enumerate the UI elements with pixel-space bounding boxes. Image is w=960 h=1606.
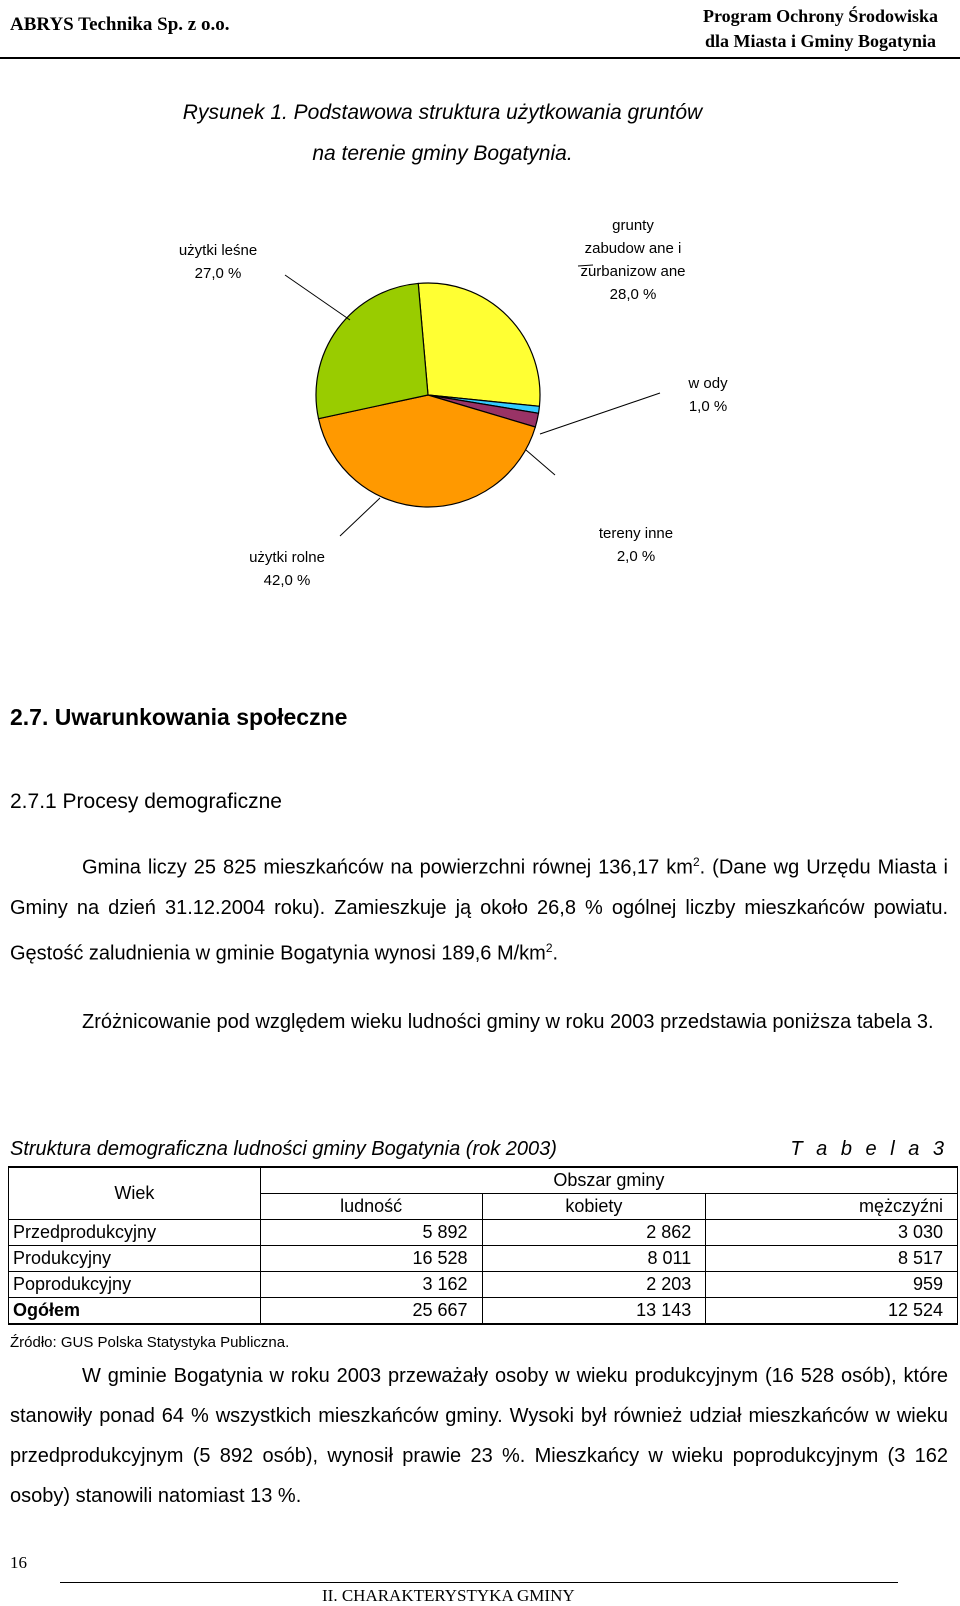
pie-label: użytki rolne 42,0 % bbox=[249, 549, 325, 589]
pie-label: tereny inne 2,0 % bbox=[598, 525, 674, 565]
figure-caption-line2: na terenie gminy Bogatynia. bbox=[312, 142, 573, 165]
table-row bbox=[9, 1220, 958, 1246]
section-heading: 2.7. Uwarunkowania społeczne bbox=[10, 704, 348, 730]
demographic-table bbox=[8, 1166, 958, 1325]
pie-leader-line bbox=[285, 275, 350, 320]
subsection-heading: 2.7.1 Procesy demograficzne bbox=[10, 790, 282, 813]
table-label: T a b e l a 3 bbox=[790, 1138, 948, 1160]
para1-sup2: 2 bbox=[545, 940, 553, 955]
row-name: Przedprodukcyjny bbox=[9, 1220, 261, 1246]
header-mezczyzni: mężczyźni bbox=[706, 1194, 958, 1220]
row-name: Poprodukcyjny bbox=[9, 1272, 261, 1298]
table-row-total bbox=[9, 1298, 958, 1325]
footer-rule bbox=[60, 1582, 898, 1583]
cell-kobiety: 8 011 bbox=[482, 1246, 706, 1272]
para1-text1: Gmina liczy 25 825 mieszkańców na powierzchni równej 136,17 km bbox=[82, 856, 693, 879]
figure-caption bbox=[0, 92, 885, 174]
header-right-line1: Program Ochrony Środowiska bbox=[702, 6, 938, 26]
header-kobiety: kobiety bbox=[482, 1194, 706, 1220]
footer-section: II. CHARAKTERYSTYKA GMINY bbox=[322, 1586, 575, 1605]
table-row bbox=[9, 1272, 958, 1298]
header-wiek: Wiek bbox=[9, 1167, 261, 1220]
pie-slice bbox=[418, 283, 540, 406]
pie-label: użytki leśne 27,0 % bbox=[178, 242, 258, 282]
para1-text2: . (Dane wg Urzędu Miasta i Gminy na dzień 31.12.2004 roku). Zamieszkuje ją około 26,8 % ogólnej liczby mieszkańców powiatu. Gęstość zaludnienia w gminie Bogatynia wynosi 189,6 M/km bbox=[10, 856, 949, 965]
paragraph-age-intro bbox=[10, 1002, 948, 1042]
row-name: Produkcyjny bbox=[9, 1246, 261, 1272]
header-right-line2: dla Miasta i Gminy Bogatynia bbox=[704, 31, 936, 51]
table-caption-row bbox=[10, 1138, 948, 1161]
table-source: Źródło: GUS Polska Statystyka Publiczna. bbox=[10, 1334, 290, 1351]
cell-mezczyzni: 959 bbox=[706, 1272, 958, 1298]
cell-kobiety: 2 862 bbox=[482, 1220, 706, 1246]
pie-label: w ody 1,0 % bbox=[688, 375, 728, 415]
cell-mezczyzni: 12 524 bbox=[706, 1298, 958, 1325]
pie-slice bbox=[316, 283, 428, 418]
cell-mezczyzni: 3 030 bbox=[706, 1220, 958, 1246]
para1-text3: . bbox=[552, 942, 559, 965]
table-row bbox=[9, 1246, 958, 1272]
cell-ludnosc: 25 667 bbox=[260, 1298, 482, 1325]
para3-text: W gminie Bogatynia w roku 2003 przeważały osoby w wieku produkcyjnym (16 528 osób), które stanowiły ponad 64 % wszystkich mieszkańców gminy. Wysoki był również udział mieszkańców w wieku przedprodukcyjnym (5 892 osób), wynosił prawie 23 %. Mieszkańcy w wieku poprodukcyjnym (3 162 osoby) stanowili natomiast 13 %. bbox=[10, 1365, 948, 1507]
paragraph-summary bbox=[10, 1356, 948, 1516]
header-right bbox=[703, 4, 938, 54]
page-number: 16 bbox=[10, 1553, 27, 1572]
para1-sup1: 2 bbox=[692, 855, 700, 869]
header-rule bbox=[0, 57, 960, 59]
cell-ludnosc: 5 892 bbox=[260, 1220, 482, 1246]
header-obszar-gminy: Obszar gminy bbox=[260, 1167, 957, 1194]
paragraph-population bbox=[10, 842, 948, 973]
table-caption: Struktura demograficzna ludności gminy Bogatynia (rok 2003) bbox=[10, 1138, 557, 1160]
pie-leader-line bbox=[340, 498, 380, 536]
cell-ludnosc: 16 528 bbox=[260, 1246, 482, 1272]
header-left: ABRYS Technika Sp. z o.o. bbox=[10, 14, 230, 35]
land-use-pie-chart bbox=[0, 220, 960, 620]
cell-mezczyzni: 8 517 bbox=[706, 1246, 958, 1272]
figure-caption-line1: Rysunek 1. Podstawowa struktura użytkowania gruntów bbox=[182, 101, 703, 124]
para2-text: Zróżnicowanie pod względem wieku ludności gminy w roku 2003 przedstawia poniższa tabela 3. bbox=[82, 1011, 934, 1033]
cell-kobiety: 2 203 bbox=[482, 1272, 706, 1298]
pie-label: grunty zabudow ane i zurbanizow ane 28,0 % bbox=[580, 220, 686, 303]
table-header-row bbox=[9, 1167, 958, 1194]
header-ludnosc: ludność bbox=[260, 1194, 482, 1220]
pie-leader-line bbox=[540, 393, 660, 434]
cell-kobiety: 13 143 bbox=[482, 1298, 706, 1325]
row-name-total: Ogółem bbox=[9, 1298, 261, 1325]
pie-leader-line bbox=[526, 450, 555, 475]
cell-ludnosc: 3 162 bbox=[260, 1272, 482, 1298]
